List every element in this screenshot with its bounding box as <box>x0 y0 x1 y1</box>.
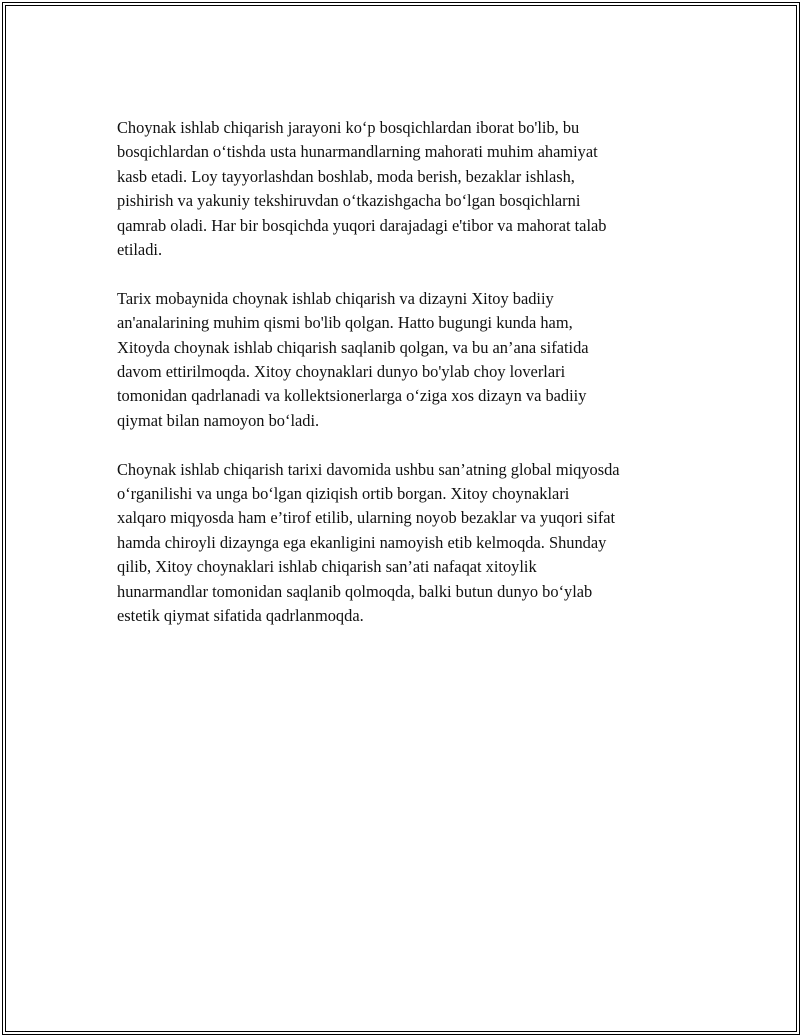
paragraph-history-tradition: Tarix mobaynida choynak ishlab chiqarish va dizayni Xitoy badiiy an'analarining muhim qismi bo'lib qolgan. Hatto bugungi kunda ham, Xitoyda choynak ishlab chiqarish saqlanib qolgan, va bu an’ana sifatida davom ettirilmoqda. Xitoy choynaklari dunyo bo'ylab choy loverlari tomonidan qadrlanadi va kollektsionerlarga oʻziga xos dizayn va badiiy qiymat bilan namoyon boʻladi. <box>117 288 589 430</box>
document-body <box>117 116 687 653</box>
paragraph-production-process: Choynak ishlab chiqarish jarayoni koʻp bosqichlardan iborat bo'lib, bu bosqichlardan oʻtishda usta hunarmandlarning mahorati muhim ahamiyat kasb etadi. Loy tayyorlashdan boshlab, moda berish, bezaklar ishlash, pishirish va yakuniy tekshiruvdan oʻtkazishgacha boʻlgan bosqichlarni qamrab oladi. Har bir bosqichda yuqori darajadagi e'tibor va mahorat talab etiladi. <box>117 118 607 260</box>
paragraph-global-recognition: Choynak ishlab chiqarish tarixi davomida ushbu san’atning global miqyosda oʻrganilishi va unga boʻlgan qiziqish ortib borgan. Xitoy choynaklari xalqaro miqyosda ham e’tirof etilib, ularning noyob bezaklar va yuqori sifat hamda chiroyli dizaynga ega ekanligini namoyish etib kelmoqda. Shunday qilib, Xitoy choynaklari ishlab chiqarish san’ati nafaqat xitoylik hunarmandlar tomonidan saqlanib qolmoqda, balki butun dunyo boʻylab estetik qiymat sifatida qadrlanmoqda. <box>117 459 620 626</box>
